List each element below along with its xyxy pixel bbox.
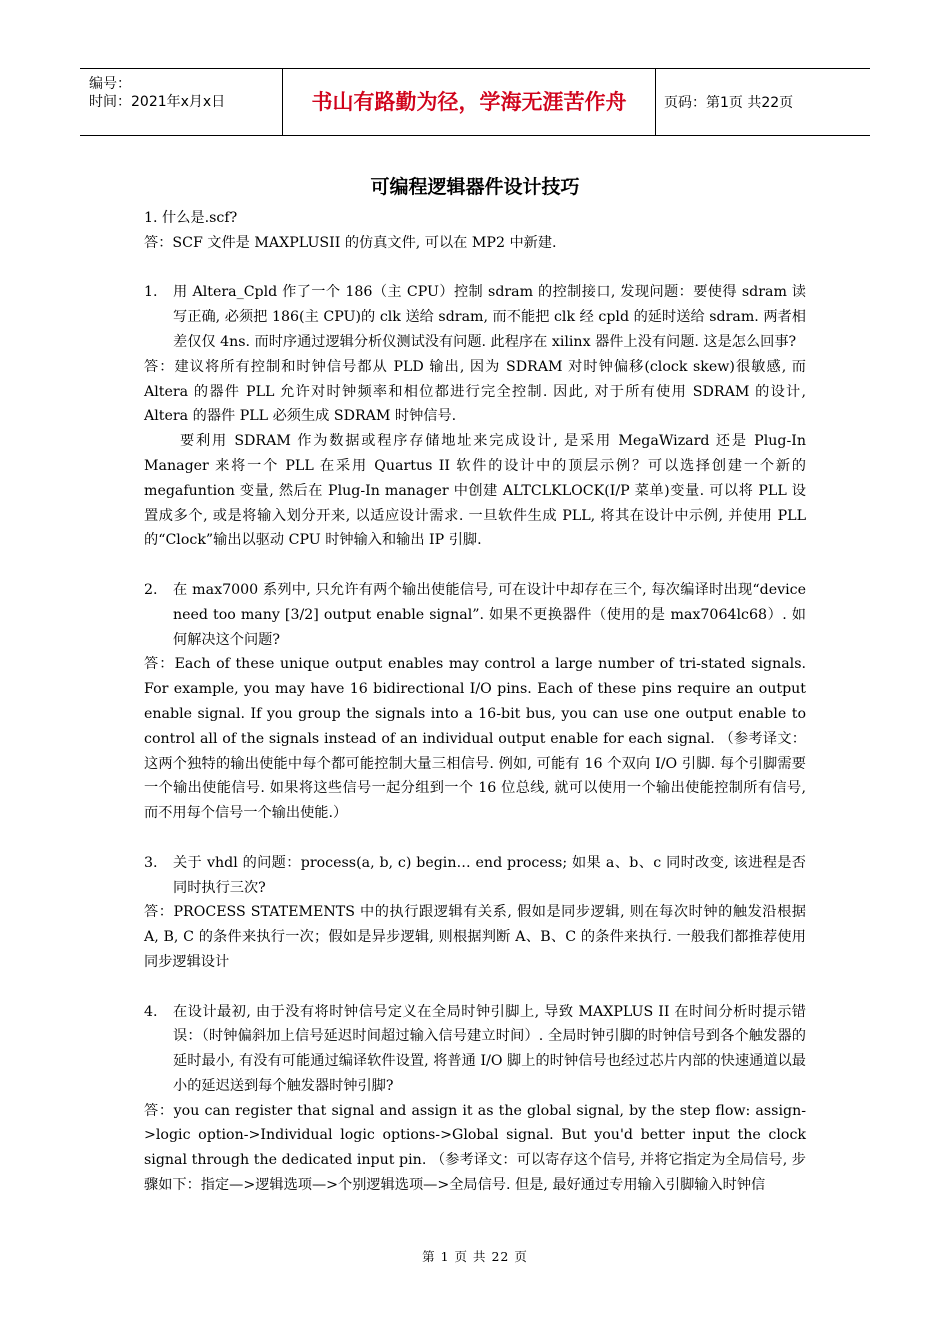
header-page-label: 页码：第1页 共22页 <box>664 95 794 111</box>
item4-question-text: 在设计最初, 由于没有将时钟信号定义在全局时钟引脚上, 导致 MAXPLUS II 在时间分析时提示错误：（时钟偏斜加上信号延迟时间超过输入信号建立时间）. 全局时钟引脚的时钟信号到各个触发器的延时最小, 有没有可能通过编译软件设置, 将普通 I/O 脚上的时钟信号也经过芯片内部的快速通道以最小的延迟送到每个触发器时钟引脚? <box>173 1003 806 1094</box>
date-label: 时间：2021年x月x日 <box>89 94 226 110</box>
item3-number: 3. <box>144 854 158 871</box>
item3-question-text: 关于 vhdl 的问题：process(a, b, c) begin… end process; 如果 a、b、c 同时改变, 该进程是否同时执行三次? <box>173 854 806 896</box>
document-body <box>144 206 806 1198</box>
item4-number: 4. <box>144 1003 158 1020</box>
item2-question-text: 在 max7000 系列中, 只允许有两个输出使能信号, 可在设计中却存在三个, 每次编译时出现“device need too many [3/2] output enable signal”. 如果不更换器件（使用的是 max7064lc68）. 如何解决这个问题? <box>173 581 806 648</box>
item1-number: 1. <box>144 284 158 301</box>
page-footer: 第 1 页 共 22 页 <box>422 1249 528 1264</box>
item3-answer: 答：PROCESS STATEMENTS 中的执行跟逻辑有关系, 假如是同步逻辑, 则在每次时钟的触发沿根据 A, B, C 的条件来执行一次；假如是异步逻辑, 则根据判断 A、B、C 的条件来执行. 一般我们都推荐使用同步逻辑设计 <box>144 904 806 970</box>
item1-question-text: 用 Altera_Cpld 作了一个 186（主 CPU）控制 sdram 的控制接口, 发现问题：要使得 sdram 读写正确, 必须把 186(主 CPU)的 clk 送给 sdram, 而不能把 clk 经 cpld 的延时送给 sdram. 两者相差仅仅 4ns. 而时序通过逻辑分析仪测试没有问题. 此程序在 xilinx 器件上没有问题. 这是怎么回事? <box>173 284 806 350</box>
item4-question <box>144 1000 806 1099</box>
item3-question <box>144 851 806 901</box>
item1-question <box>144 280 806 354</box>
item2-number: 2. <box>144 581 158 598</box>
header-motto: 书山有路勤为径，学海无涯苦作舟 <box>282 69 656 135</box>
item2-question <box>144 578 806 652</box>
number-label: 编号： <box>89 76 131 92</box>
item2-answer: 答：Each of these unique output enables may control a large number of tri-stated signals. For example, you may have 16 bidirectional I/O pins. Each of these pins require an output enable signal. If you group the signals into a 16-bit bus, you can use one output enable to control all of the signals instead of an individual output enable for each signal. （参考译文：这两个独特的输出使能中每个都可能控制大量三相信号. 例如, 可能有 16 个双向 I/O 引脚. 每个引脚需要一个输出使能信号. 如果将这些信号一起分组到一个 16 位总线, 就可以使用一个输出使能控制所有信号, 而不用每个信号一个输出使能.） <box>144 656 806 822</box>
item1-answer: 答：建议将所有控制和时钟信号都从 PLD 输出, 因为 SDRAM 对时钟偏移(clock skew)很敏感, 而 Altera 的器件 PLL 允许对时钟频率和相位都进行完全控制. 因此, 对于所有使用 SDRAM 的设计, Altera 的器件 PLL 必须生成 SDRAM 时钟信号. <box>144 358 806 425</box>
q1-question: 1. 什么是.scf? <box>144 210 238 226</box>
page-header <box>80 68 870 136</box>
item4-answer: 答：you can register that signal and assign it as the global signal, by the step flow: assign->logic option->Individual logic options->Global signal. But you'd better input the clock signal through the dedicated input pin. （参考译文：可以寄存这个信号, 并将它指定为全局信号, 步骤如下：指定—>逻辑选项—>个别逻辑选项—>全局信号. 但是, 最好通过专用输入引脚输入时钟信 <box>144 1102 806 1194</box>
document-title: 可编程逻辑器件设计技巧 <box>370 176 580 198</box>
item1-answer-continued: 要利用 SDRAM 作为数据或程序存储地址来完成设计, 是采用 MegaWizard 还是 Plug-In Manager 来将一个 PLL 在采用 Quartus II 软件的设计中的顶层示例？可以选择创建一个新的 megafuntion 变量, 然后在 Plug-In manager 中创建 ALTCLKLOCK(I/P 菜单)变量. 可以将 PLL 设置成多个, 或是将输入划分开来, 以适应设计需求. 一旦软件生成 PLL, 将其在设计中示例, 并使用 PLL 的“Clock”输出以驱动 CPU 时钟输入和输出 IP 引脚. <box>144 433 806 549</box>
q1-answer: 答：SCF 文件是 MAXPLUSII 的仿真文件, 可以在 MP2 中新建. <box>144 234 557 251</box>
header-info-cell <box>80 69 282 135</box>
